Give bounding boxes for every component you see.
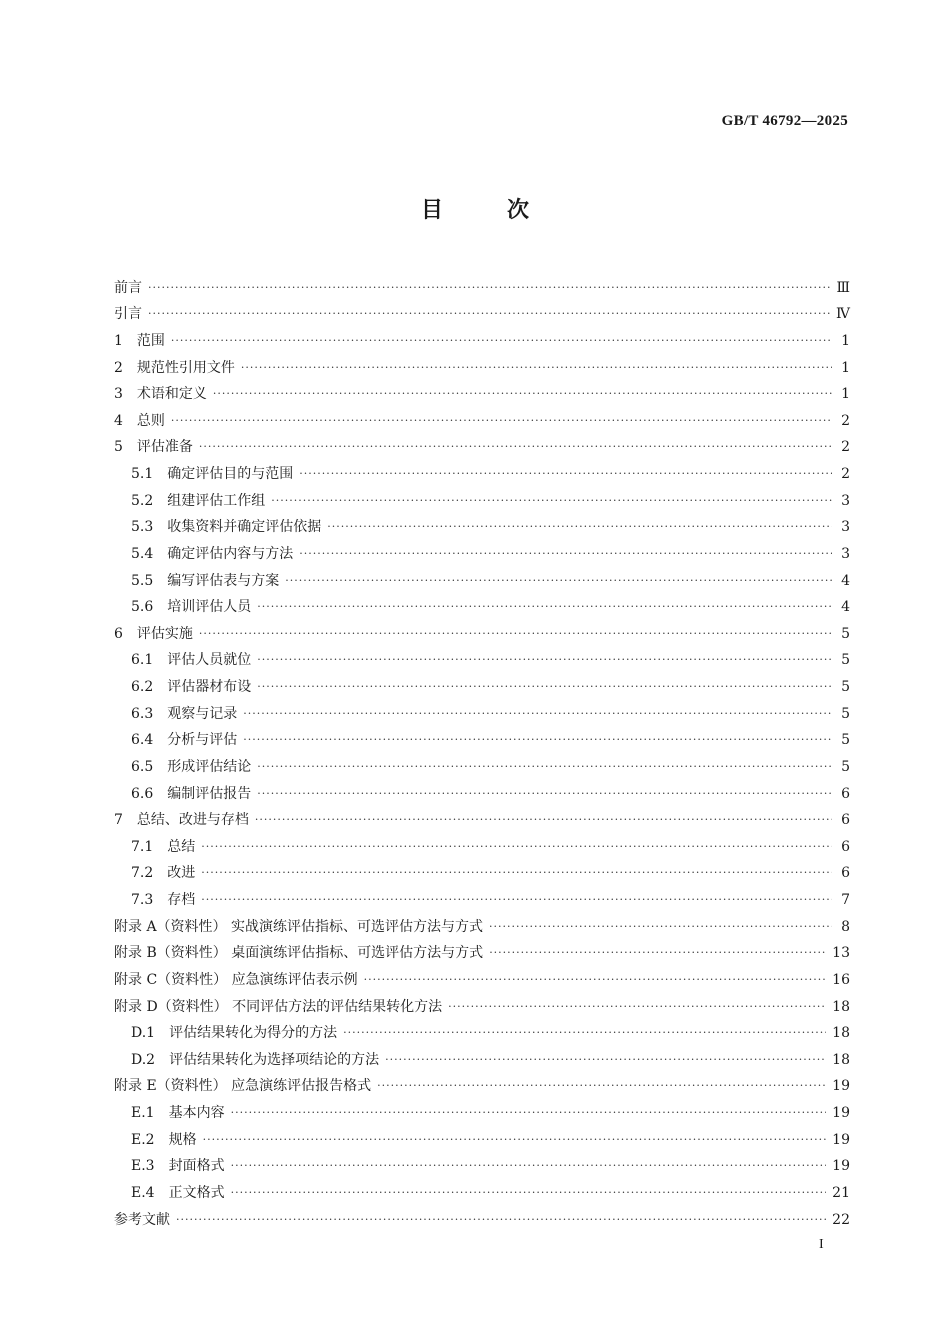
toc-entry-number: D.1 <box>131 1025 156 1042</box>
toc-entry-label <box>114 811 249 829</box>
toc-entry[interactable] <box>114 270 850 297</box>
toc-entry-page: 2 <box>841 412 850 429</box>
dot-leader <box>241 359 832 377</box>
dot-leader <box>285 572 832 590</box>
toc-entry[interactable] <box>114 776 850 803</box>
toc-entry-label <box>114 971 358 989</box>
toc-entry-page: 19 <box>832 1078 850 1095</box>
toc-entry-label <box>131 705 237 723</box>
toc-entry-label <box>131 1184 225 1202</box>
toc-entry-label <box>131 731 237 749</box>
toc-entry[interactable] <box>114 909 850 936</box>
dot-leader <box>231 1184 827 1202</box>
dot-leader <box>343 1024 826 1042</box>
toc-entry-number: E.1 <box>131 1105 155 1121</box>
dot-leader <box>255 811 832 829</box>
dot-leader <box>148 305 830 323</box>
toc-entry-title: 存档 <box>167 892 196 908</box>
toc-entry[interactable] <box>114 510 850 537</box>
toc-entry-label <box>131 1131 197 1149</box>
toc-entry-title: 正文格式 <box>168 1184 225 1201</box>
toc-entry-title: 总则 <box>136 412 165 429</box>
toc-entry-page: 3 <box>841 545 850 562</box>
table-of-contents <box>114 270 850 1229</box>
toc-entry-page: 18 <box>832 998 850 1015</box>
toc-entry-number: 5.1 <box>131 466 154 482</box>
dot-leader <box>377 1077 826 1095</box>
toc-entry-page: Ⅲ <box>836 279 850 296</box>
dot-leader <box>257 651 832 669</box>
toc-entry-title: 培训评估人员 <box>167 599 252 616</box>
dot-leader <box>257 785 832 803</box>
toc-entry[interactable] <box>114 1042 850 1069</box>
toc-entry-label <box>131 572 279 590</box>
toc-entry[interactable] <box>114 1175 850 1202</box>
toc-entry-label <box>114 412 165 430</box>
dot-leader <box>201 864 832 882</box>
toc-entry-number: 6.3 <box>131 705 154 722</box>
toc-entry-page: 16 <box>832 971 850 988</box>
toc-entry-page: 1 <box>841 332 850 349</box>
toc-entry-title: 分析与评估 <box>167 732 238 749</box>
toc-entry-label <box>131 785 251 803</box>
toc-entry[interactable] <box>114 723 850 750</box>
toc-entry-page: 5 <box>841 625 850 642</box>
toc-entry-title: 规范性引用文件 <box>136 359 235 376</box>
dot-leader <box>171 412 832 430</box>
toc-entry-page: 1 <box>841 359 850 376</box>
dot-leader <box>171 332 832 350</box>
toc-entry-page: 6 <box>841 838 850 855</box>
toc-entry-number: 5.6 <box>131 599 154 616</box>
toc-entry-page: 8 <box>841 918 850 935</box>
toc-entry-title: 前言 <box>114 279 142 296</box>
toc-entry-title: 形成评估结论 <box>167 758 252 775</box>
page-number: I <box>819 1237 824 1252</box>
toc-entry[interactable] <box>114 669 850 696</box>
toc-entry[interactable] <box>114 1016 850 1043</box>
toc-entry[interactable] <box>114 350 850 377</box>
dot-leader <box>199 625 832 643</box>
dot-leader <box>257 678 832 696</box>
dot-leader <box>299 465 832 483</box>
toc-entry[interactable] <box>114 1149 850 1176</box>
toc-entry[interactable] <box>114 590 850 617</box>
toc-entry-label <box>131 678 251 696</box>
dot-leader <box>243 705 832 723</box>
toc-entry-label <box>114 1211 170 1229</box>
toc-entry-page: 6 <box>841 812 850 829</box>
standard-code: GB/T 46792—2025 <box>721 113 848 129</box>
toc-entry-label <box>131 465 293 483</box>
toc-entry-label <box>131 518 321 536</box>
toc-entry-page: 6 <box>841 785 850 802</box>
toc-entry-title: 封面格式 <box>168 1158 225 1175</box>
dot-leader <box>489 944 826 962</box>
dot-leader <box>448 998 826 1016</box>
toc-entry[interactable] <box>114 1122 850 1149</box>
toc-entry[interactable] <box>114 563 850 590</box>
toc-entry-label <box>114 332 165 350</box>
dot-leader <box>385 1051 826 1069</box>
toc-entry-page: 4 <box>841 599 850 616</box>
dot-leader <box>148 279 830 297</box>
toc-entry[interactable] <box>114 749 850 776</box>
toc-entry-label <box>114 918 483 936</box>
toc-entry-number: 5.4 <box>131 545 154 562</box>
toc-entry-number: 5.2 <box>131 492 154 509</box>
toc-entry-number: 6.5 <box>131 758 154 775</box>
page-title: 目次 <box>420 198 593 223</box>
toc-entry-label <box>114 279 142 297</box>
toc-entry-number: 6.4 <box>131 732 154 749</box>
toc-entry-label <box>131 864 195 882</box>
toc-entry[interactable] <box>114 430 850 457</box>
toc-entry[interactable] <box>114 696 850 723</box>
dot-leader <box>327 518 832 536</box>
toc-entry-page: 5 <box>841 652 850 669</box>
dot-leader <box>489 918 832 936</box>
toc-entry-number: E.3 <box>131 1158 155 1175</box>
dot-leader <box>257 598 832 616</box>
toc-entry-number: E.2 <box>131 1131 155 1148</box>
toc-entry-label <box>131 1051 379 1069</box>
toc-entry-page: 2 <box>841 466 850 482</box>
toc-entry[interactable] <box>114 536 850 563</box>
toc-entry-title: 基本内容 <box>168 1105 225 1121</box>
toc-entry-title: 组建评估工作组 <box>167 492 266 509</box>
dot-leader <box>176 1211 826 1229</box>
dot-leader <box>299 545 832 563</box>
toc-entry-title: 评估人员就位 <box>167 652 252 669</box>
toc-entry-page: 22 <box>832 1211 850 1228</box>
toc-entry-page: 19 <box>832 1158 850 1175</box>
toc-entry-page: 13 <box>832 945 850 962</box>
toc-entry-number: 5.5 <box>131 572 154 589</box>
toc-entry-title: 评估结果转化为选择项结论的方法 <box>169 1051 380 1068</box>
dot-leader <box>203 1131 827 1149</box>
toc-entry-title: 编写评估表与方案 <box>167 572 280 589</box>
toc-entry-number: 7.2 <box>131 865 154 882</box>
toc-entry-page: 2 <box>841 439 850 456</box>
toc-entry-title: 总结、改进与存档 <box>136 812 249 829</box>
toc-entry-page: 3 <box>841 492 850 509</box>
dot-leader <box>201 891 832 909</box>
toc-entry-label <box>131 1104 225 1122</box>
toc-entry-title: 附录 D（资料性） 不同评估方法的评估结果转化方法 <box>114 998 443 1015</box>
toc-entry-title: 附录 E（资料性） 应急演练评估报告格式 <box>114 1078 372 1095</box>
toc-entry[interactable] <box>114 483 850 510</box>
toc-entry-title: 附录 A（资料性） 实战演练评估指标、可选评估方法与方式 <box>114 918 484 935</box>
dot-leader <box>231 1104 827 1122</box>
toc-entry[interactable] <box>114 882 850 909</box>
dot-leader <box>231 1157 827 1175</box>
toc-entry-number: D.2 <box>131 1051 156 1068</box>
toc-entry-number: 6 <box>114 625 123 642</box>
toc-entry-label <box>131 545 293 563</box>
toc-entry-label <box>114 305 142 323</box>
dot-leader <box>243 731 832 749</box>
toc-entry-title: 评估结果转化为得分的方法 <box>169 1025 338 1042</box>
toc-entry-page: 7 <box>841 892 850 908</box>
toc-entry-page: 5 <box>841 679 850 695</box>
toc-entry-number: 6.1 <box>131 652 154 669</box>
toc-entry[interactable] <box>114 403 850 430</box>
toc-entry-title: 确定评估目的与范围 <box>167 466 294 482</box>
toc-entry-number: 1 <box>114 332 123 349</box>
toc-entry-title: 术语和定义 <box>136 386 207 403</box>
toc-entry-page: 5 <box>841 732 850 749</box>
toc-entry[interactable] <box>114 803 850 830</box>
toc-entry[interactable] <box>114 323 850 350</box>
toc-entry-label <box>114 944 483 962</box>
toc-entry[interactable] <box>114 936 850 963</box>
toc-entry-page: 18 <box>832 1051 850 1068</box>
toc-entry-label <box>131 1024 337 1042</box>
toc-entry[interactable] <box>114 989 850 1016</box>
toc-entry[interactable] <box>114 616 850 643</box>
toc-entry-title: 编制评估报告 <box>167 785 252 802</box>
toc-entry-number: 7 <box>114 812 123 829</box>
toc-entry-title: 改进 <box>167 865 196 882</box>
toc-entry-title: 评估器材布设 <box>167 679 252 695</box>
toc-entry-title: 确定评估内容与方法 <box>167 545 294 562</box>
toc-entry[interactable] <box>114 297 850 324</box>
toc-entry-number: 7.3 <box>131 892 154 908</box>
toc-entry[interactable] <box>114 643 850 670</box>
toc-entry-title: 附录 B（资料性） 桌面演练评估指标、可选评估方法与方式 <box>114 945 484 962</box>
toc-entry-number: 2 <box>114 359 123 376</box>
toc-entry-page: 1 <box>841 386 850 403</box>
toc-entry-page: 4 <box>841 572 850 589</box>
toc-entry-title: 引言 <box>114 306 142 323</box>
dot-leader <box>271 492 832 510</box>
toc-entry-label <box>131 758 251 776</box>
toc-entry-label <box>114 1077 371 1095</box>
toc-entry[interactable] <box>114 1095 850 1122</box>
toc-entry[interactable] <box>114 856 850 883</box>
toc-entry[interactable] <box>114 829 850 856</box>
toc-entry-title: 附录 C（资料性） 应急演练评估表示例 <box>114 971 358 988</box>
toc-entry-label <box>131 598 251 616</box>
toc-entry-title: 总结 <box>167 838 196 855</box>
toc-entry-page: 6 <box>841 865 850 882</box>
toc-entry-title: 评估实施 <box>136 625 193 642</box>
toc-entry-page: 5 <box>841 758 850 775</box>
toc-entry-label <box>114 998 442 1016</box>
toc-entry-title: 观察与记录 <box>167 705 238 722</box>
toc-entry-page: 19 <box>832 1131 850 1148</box>
dot-leader <box>199 438 832 456</box>
toc-entry[interactable] <box>114 962 850 989</box>
toc-entry-title: 规格 <box>168 1131 197 1148</box>
toc-entry-page: 21 <box>832 1184 850 1201</box>
toc-entry-page: 5 <box>841 705 850 722</box>
toc-entry-number: 3 <box>114 386 123 403</box>
toc-entry-label <box>131 838 195 856</box>
toc-entry-label <box>114 438 193 456</box>
toc-entry[interactable] <box>114 1202 850 1229</box>
toc-entry-page: 18 <box>832 1025 850 1042</box>
toc-entry-number: 5.3 <box>131 519 154 536</box>
dot-leader <box>257 758 832 776</box>
toc-entry-number: 5 <box>114 439 123 456</box>
dot-leader <box>364 971 827 989</box>
toc-entry-label <box>131 492 265 510</box>
toc-entry[interactable] <box>114 377 850 404</box>
toc-entry-number: 6.2 <box>131 679 154 695</box>
toc-entry-page: 19 <box>832 1105 850 1121</box>
toc-entry-label <box>114 385 207 403</box>
toc-entry-title: 范围 <box>136 332 165 349</box>
toc-entry-number: 6.6 <box>131 785 154 802</box>
toc-entry-label <box>114 625 193 643</box>
toc-entry-page: 3 <box>841 519 850 536</box>
toc-entry-label <box>131 1157 225 1175</box>
toc-entry[interactable] <box>114 456 850 483</box>
toc-entry-number: E.4 <box>131 1184 155 1201</box>
toc-entry-number: 7.1 <box>131 838 154 855</box>
toc-entry-number: 4 <box>114 412 123 429</box>
toc-entry[interactable] <box>114 1069 850 1096</box>
toc-entry-label <box>114 359 235 377</box>
toc-entry-title: 评估准备 <box>136 439 193 456</box>
dot-leader <box>213 385 832 403</box>
toc-entry-label <box>131 651 251 669</box>
dot-leader <box>201 838 832 856</box>
toc-entry-title: 参考文献 <box>114 1211 170 1228</box>
toc-entry-label <box>131 891 195 909</box>
toc-entry-title: 收集资料并确定评估依据 <box>167 519 322 536</box>
toc-entry-page: Ⅳ <box>836 306 850 323</box>
